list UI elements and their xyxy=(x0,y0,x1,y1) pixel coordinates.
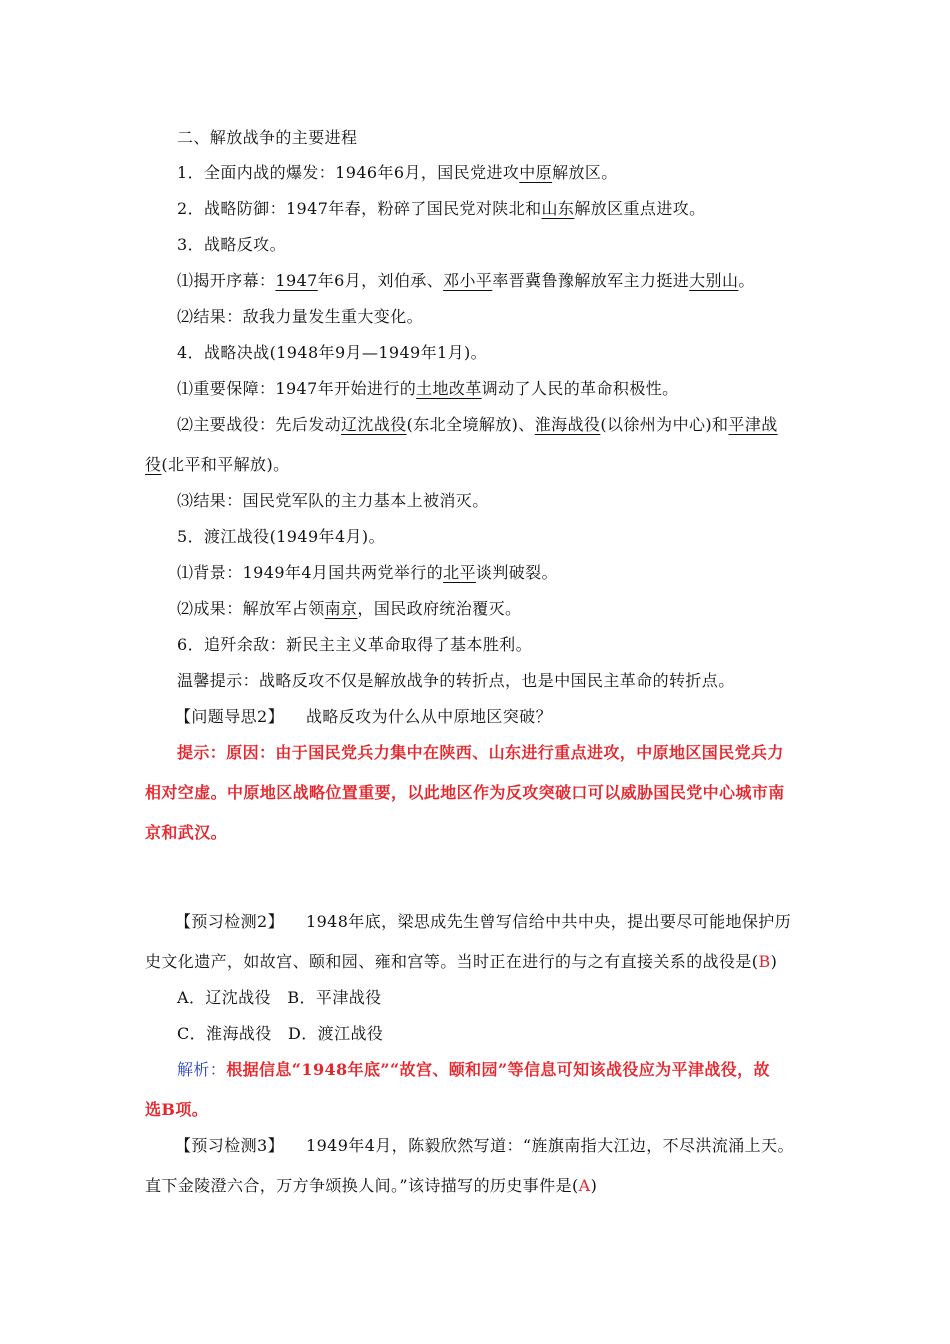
warm-tip: 温馨提示：战略反攻不仅是解放战争的转折点，也是中国民主革命的转折点。 xyxy=(177,671,735,690)
item-4-1 xyxy=(177,377,679,401)
text: (东北全境解放)、 xyxy=(406,415,535,434)
check-text: 史文化遗产，如故宫、颐和园、雍和宫等。当时正在进行的与之有直接关系的战役是( xyxy=(145,952,759,971)
options-line-2: C．淮海战役 D．渡江战役 xyxy=(177,1024,384,1043)
answer-line-1: 提示：原因：由于国民党兵力集中在陕西、山东进行重点进攻，中原地区国民党兵力 xyxy=(177,743,784,762)
text: (北平和平解放)。 xyxy=(161,455,290,474)
text: ⑴背景：1949年4月国共两党举行的 xyxy=(177,563,444,582)
check-text: 1949年4月，陈毅欣然写道：“旌旗南指大江边，不尽洪流涌上天。 xyxy=(305,1136,794,1155)
item-4-2-cont xyxy=(145,453,290,477)
fill-blank-answer: 辽沈战役 xyxy=(341,415,407,434)
item-4-2 xyxy=(177,413,778,437)
check-text: 直下金陵澄六合，万方争颂换人间。”该诗描写的历史事件是( xyxy=(145,1176,579,1195)
paren: ) xyxy=(770,952,778,971)
question-2 xyxy=(175,705,552,729)
section-heading: 二、解放战争的主要进程 xyxy=(177,128,358,147)
text: (以徐州为中心)和 xyxy=(600,415,729,434)
text: 调动了人民的革命积极性。 xyxy=(481,379,679,398)
analysis-label: 解析： xyxy=(177,1060,227,1079)
fill-blank-answer: 中原 xyxy=(519,163,553,182)
answer-letter: B xyxy=(758,952,771,971)
text: 2．战略防御：1947年春，粉碎了国民党对陕北和 xyxy=(177,199,542,218)
text: 解放区。 xyxy=(552,163,618,182)
check-3-line-1 xyxy=(175,1134,794,1158)
text: ，国民政府统治覆灭。 xyxy=(357,599,522,618)
text: ⑵主要战役：先后发动 xyxy=(177,415,342,434)
paren: ) xyxy=(590,1176,598,1195)
fill-blank-answer: 平津战 xyxy=(728,415,778,434)
fill-blank-answer: 1947 xyxy=(275,271,318,290)
item-4: 4．战略决战(1948年9月—1949年1月)。 xyxy=(177,343,488,362)
fill-blank-answer: 北平 xyxy=(443,563,476,582)
text: 年6月，刘伯承、 xyxy=(317,271,444,290)
item-3-2: ⑵结果：敌我力量发生重大变化。 xyxy=(177,307,424,326)
item-5: 5．渡江战役(1949年4月)。 xyxy=(177,527,385,546)
text: 。 xyxy=(738,271,755,290)
fill-blank-answer: 土地改革 xyxy=(416,379,482,398)
text: 1．全面内战的爆发：1946年6月，国民党进攻 xyxy=(177,163,520,182)
answer-line-3: 京和武汉。 xyxy=(145,823,228,842)
text: ⑴重要保障：1947年开始进行的 xyxy=(177,379,417,398)
question-tag: 【问题导思2】 xyxy=(175,707,284,726)
text: ⑴揭开序幕： xyxy=(177,271,276,290)
fill-blank-answer: 山东 xyxy=(541,199,575,218)
check-2-line-2 xyxy=(145,950,777,974)
text: 谈判破裂。 xyxy=(475,563,558,582)
item-3: 3．战略反攻。 xyxy=(177,235,286,254)
fill-blank-answer: 役 xyxy=(145,455,162,474)
check-tag: 【预习检测2】 xyxy=(175,912,284,931)
check-3-line-2 xyxy=(145,1174,597,1198)
analysis-line-2: 选B项。 xyxy=(145,1100,209,1119)
item-1 xyxy=(177,161,618,185)
fill-blank-answer: 大别山 xyxy=(689,271,739,290)
fill-blank-answer: 南京 xyxy=(324,599,358,618)
answer-letter: A xyxy=(578,1176,591,1195)
check-2-line-1 xyxy=(175,910,791,934)
text: 率晋冀鲁豫解放军主力挺进 xyxy=(492,271,690,290)
text: ⑵成果：解放军占领 xyxy=(177,599,325,618)
item-5-1 xyxy=(177,561,558,585)
item-3-1 xyxy=(177,269,755,293)
item-4-3: ⑶结果：国民党军队的主力基本上被消灭。 xyxy=(177,491,489,510)
text: 解放区重点进攻。 xyxy=(574,199,706,218)
answer-line-2: 相对空虚。中原地区战略位置重要，以此地区作为反攻突破口可以威胁国民党中心城市南 xyxy=(145,783,785,802)
item-6: 6．追歼余敌：新民主主义革命取得了基本胜利。 xyxy=(177,635,532,654)
check-tag: 【预习检测3】 xyxy=(175,1136,284,1155)
analysis-text: 根据信息“1948年底”“故宫、颐和园”等信息可知该战役应为平津战役，故 xyxy=(226,1060,770,1079)
check-text: 1948年底，梁思成先生曾写信给中共中央，提出要尽可能地保护历 xyxy=(305,912,792,931)
fill-blank-answer: 淮海战役 xyxy=(534,415,601,434)
item-5-2 xyxy=(177,597,521,621)
item-2 xyxy=(177,197,706,221)
options-line-1: A．辽沈战役 B．平津战役 xyxy=(177,988,382,1007)
analysis-line-1 xyxy=(177,1058,770,1082)
question-text: 战略反攻为什么从中原地区突破？ xyxy=(305,707,552,726)
fill-blank-answer: 邓小平 xyxy=(443,271,493,290)
